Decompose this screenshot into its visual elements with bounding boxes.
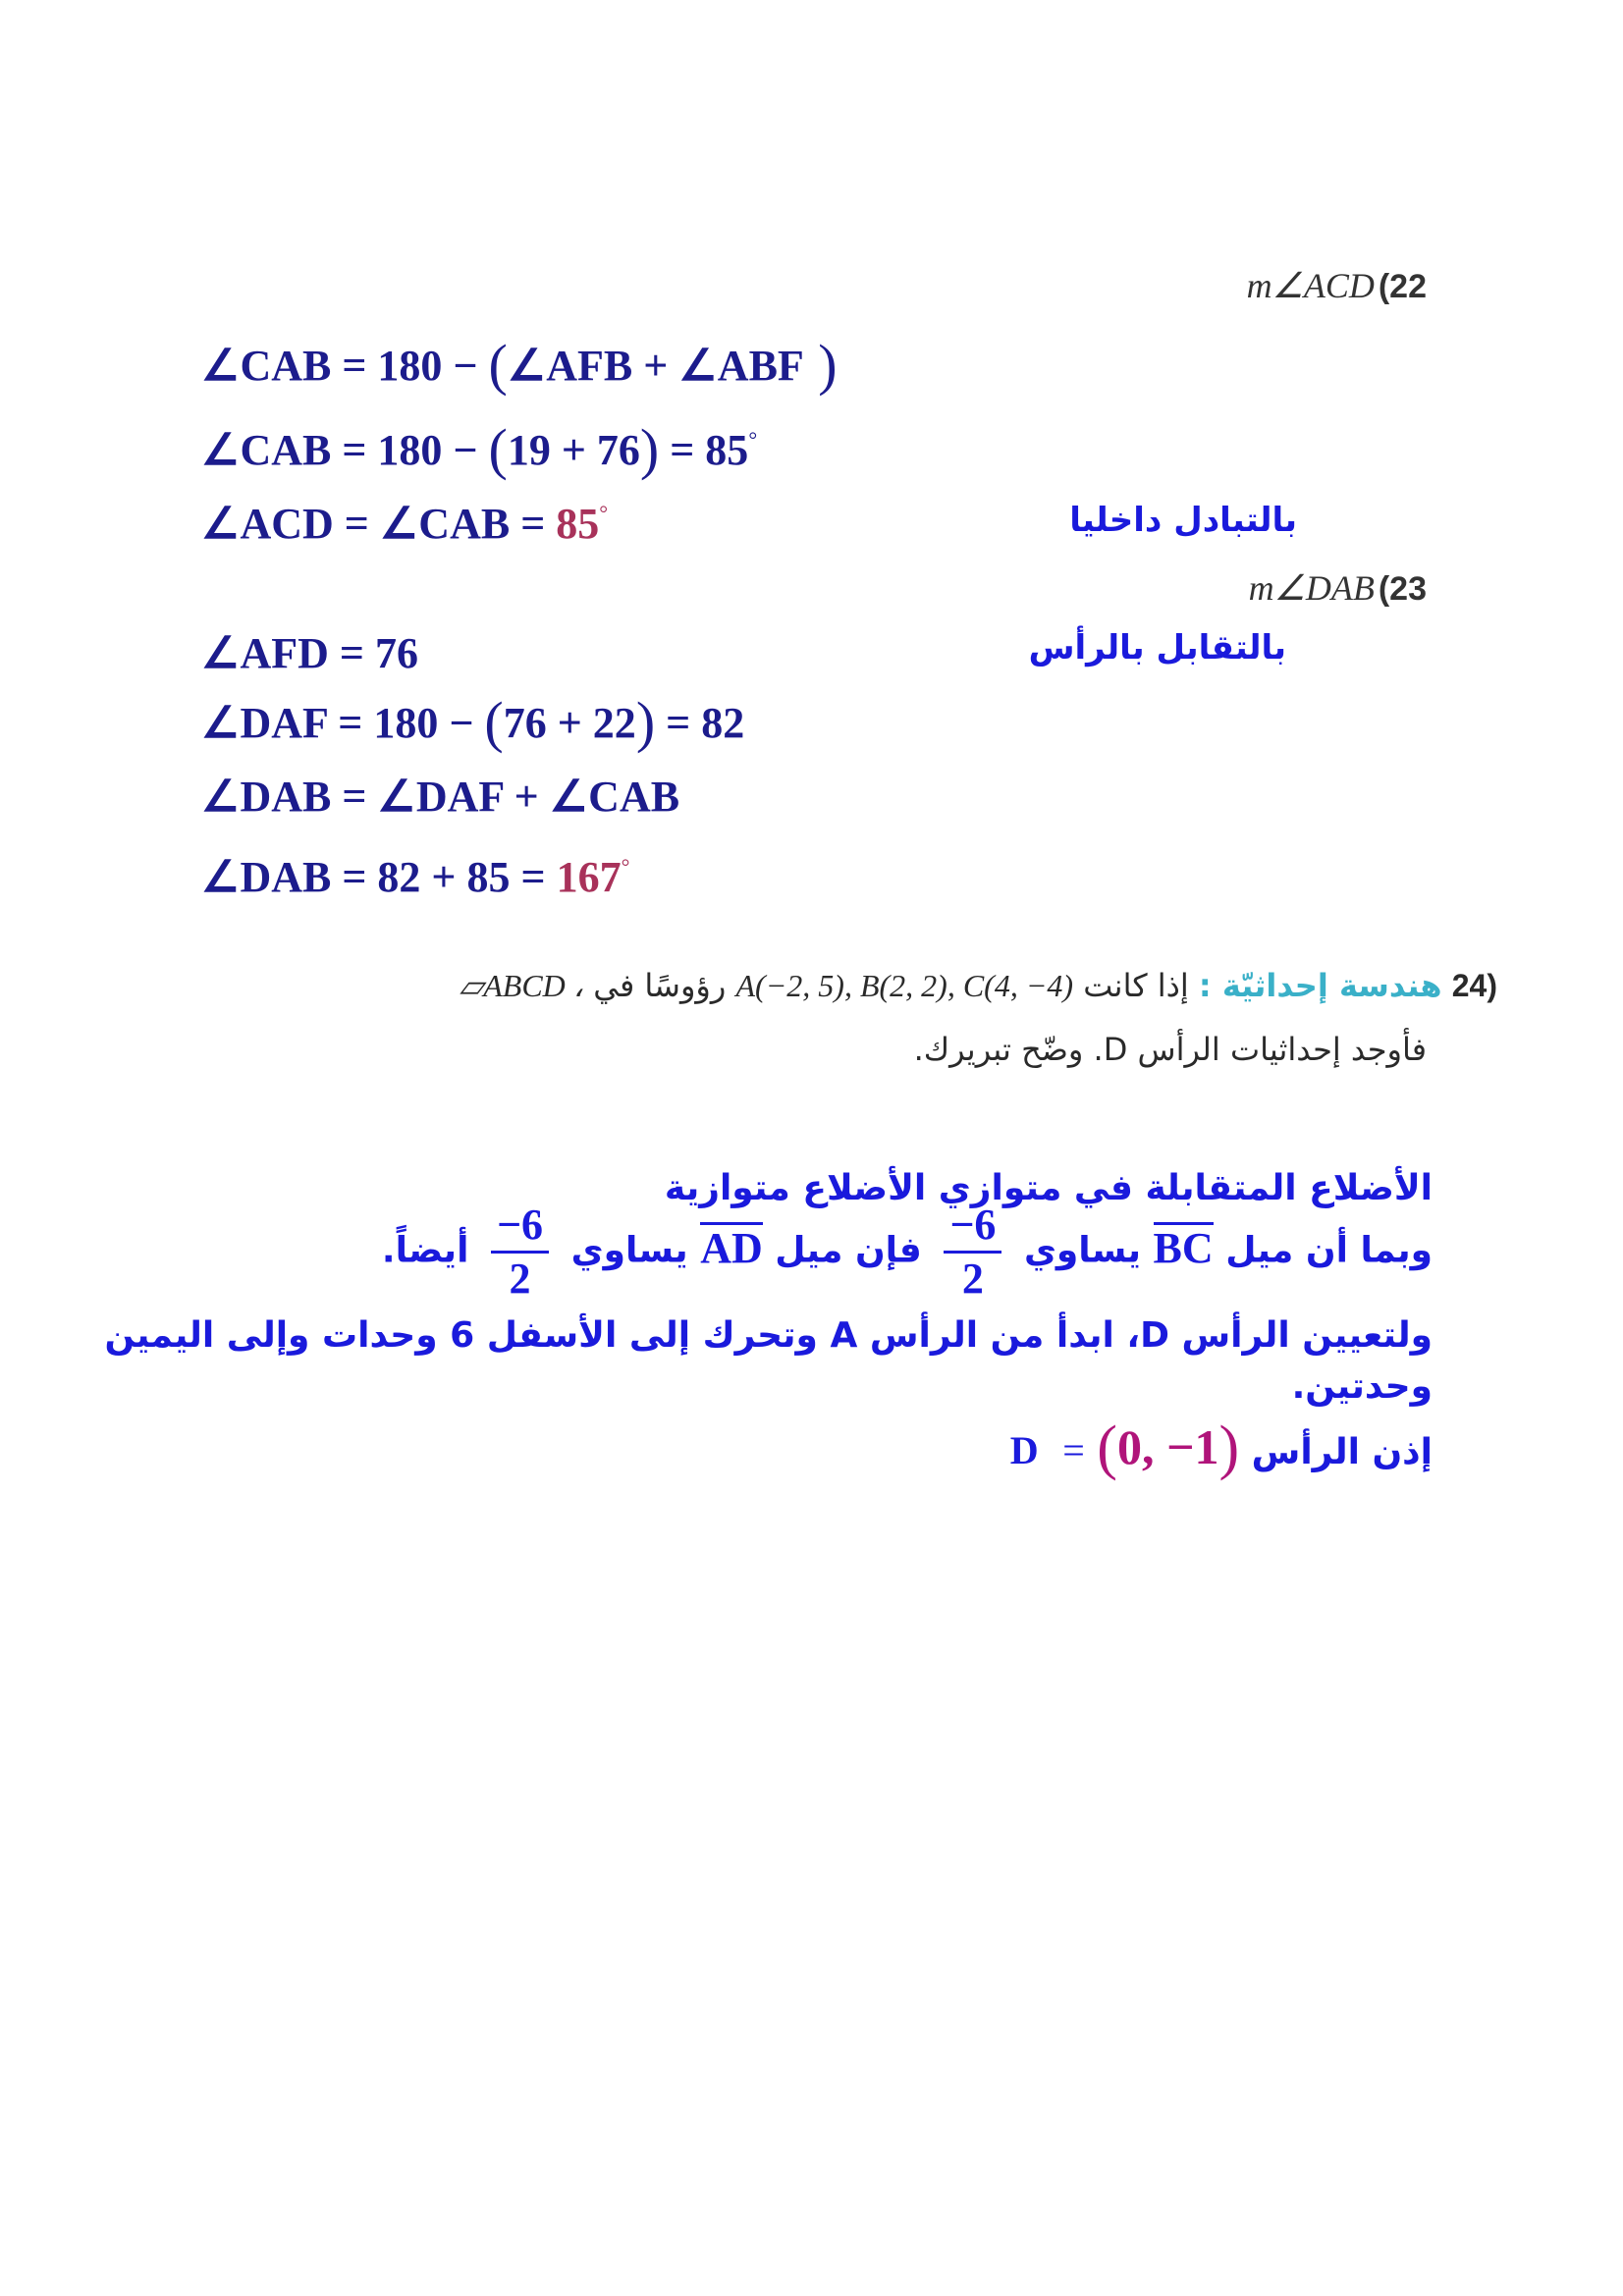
q22-l3-text: ∠ACD = ∠CAB = bbox=[201, 500, 557, 548]
q22-reason: بالتبادل داخليا bbox=[1069, 501, 1297, 540]
q22-l2-lhs: ∠CAB bbox=[201, 426, 332, 474]
q24-text-b: رؤوسًا في bbox=[593, 967, 727, 1004]
q24-answer-line-4: وحدتين. bbox=[1291, 1366, 1433, 1407]
q22-l2-mid: = 180 − bbox=[331, 426, 489, 474]
vertex-d-value: 0, −1 bbox=[1116, 1419, 1219, 1474]
paren-close: ) bbox=[803, 333, 838, 397]
q23-l2-inner: 76 + 22 bbox=[503, 699, 636, 747]
vertex-d-coordinates bbox=[1097, 1415, 1240, 1481]
q22-header bbox=[1247, 265, 1427, 306]
paren-open: ( bbox=[1097, 1415, 1117, 1481]
degree-mark: ° bbox=[621, 854, 630, 879]
q24-statement-line-1 bbox=[460, 967, 1497, 1004]
q24-a5-text: إذن الرأس bbox=[1251, 1432, 1433, 1472]
q24-a2-text-d: يساوي bbox=[570, 1230, 688, 1271]
fraction-numerator: −6 bbox=[944, 1200, 1001, 1254]
q22-line-1 bbox=[201, 332, 838, 398]
q23-l3-text: ∠DAB = ∠DAF + ∠CAB bbox=[201, 773, 680, 821]
q24-shape: ▱ABCD ، bbox=[459, 968, 584, 1003]
q22-number: (22 bbox=[1378, 268, 1427, 305]
q23-line-3 bbox=[201, 772, 679, 822]
q24-answer-line-5 bbox=[1010, 1414, 1433, 1483]
q24-answer-line-2 bbox=[382, 1200, 1433, 1305]
paren-open: ( bbox=[484, 690, 504, 754]
fraction-denominator: 2 bbox=[961, 1255, 984, 1303]
q22-l1-mid: = 180 − bbox=[331, 342, 489, 390]
paren-close: ) bbox=[639, 417, 660, 481]
q23-line-1 bbox=[201, 628, 418, 678]
fraction-numerator: −6 bbox=[491, 1200, 549, 1254]
q23-reason: بالتقابل بالرأس bbox=[1028, 628, 1286, 667]
segment-ad: AD bbox=[700, 1223, 763, 1272]
q23-result: 167 bbox=[556, 853, 622, 901]
fraction-slope-ad bbox=[491, 1200, 549, 1305]
q22-line-3 bbox=[201, 499, 608, 549]
q23-header bbox=[1249, 567, 1427, 609]
q22-label: m∠ACD bbox=[1246, 266, 1375, 305]
q23-label: m∠DAB bbox=[1248, 568, 1375, 608]
q23-number: (23 bbox=[1378, 570, 1427, 608]
q24-a2-text-e: أيضاً. bbox=[381, 1230, 469, 1271]
q24-text-a: إذا كانت bbox=[1083, 967, 1189, 1004]
fraction-slope-bc bbox=[944, 1200, 1001, 1305]
vertex-d: D bbox=[1009, 1428, 1039, 1472]
q22-result: 85 bbox=[556, 500, 600, 548]
equals-sign: = bbox=[1062, 1428, 1085, 1472]
q23-l2-mid: = 180 − bbox=[327, 699, 485, 747]
q24-a2-text-a: وبما أن ميل bbox=[1225, 1230, 1433, 1271]
q22-l1-inner: ∠AFB + ∠ABF bbox=[507, 342, 804, 390]
q23-l2-rest: = 82 bbox=[655, 699, 745, 747]
q24-number: (24 bbox=[1451, 968, 1497, 1003]
q22-l1-lhs: ∠CAB bbox=[201, 342, 332, 390]
q22-l2-inner: 19 + 76 bbox=[507, 426, 640, 474]
degree-mark: ° bbox=[748, 427, 758, 452]
degree-mark: ° bbox=[599, 501, 609, 525]
q24-topic: هندسة إحداثيّة : bbox=[1198, 967, 1442, 1004]
q24-a2-text-b: يساوي bbox=[1023, 1230, 1141, 1271]
q24-statement-line-2: فأوجد إحداثيات الرأس D. وضّح تبريرك. bbox=[913, 1031, 1427, 1068]
q23-line-2 bbox=[201, 689, 744, 755]
q23-l2-lhs: ∠DAF bbox=[201, 699, 328, 747]
q24-answer-line-1: الأضلاع المتقابلة في متوازي الأضلاع متوازية bbox=[664, 1168, 1433, 1208]
paren-open: ( bbox=[488, 333, 508, 397]
q24-answer-line-3: ولتعيين الرأس D، ابدأ من الرأس A وتحرك إلى الأسفل 6 وحدات وإلى اليمين bbox=[104, 1315, 1433, 1356]
q22-line-2 bbox=[201, 416, 757, 482]
paren-close: ) bbox=[1218, 1415, 1240, 1481]
q23-line-4 bbox=[201, 852, 629, 902]
q23-l4-text: ∠DAB = 82 + 85 = bbox=[201, 853, 557, 901]
q24-points: A(−2, 5), B(2, 2), C(4, −4) bbox=[735, 968, 1074, 1003]
paren-open: ( bbox=[488, 417, 508, 481]
paren-close: ) bbox=[635, 690, 656, 754]
q22-l2-rest: = 85 bbox=[659, 426, 749, 474]
q24-a2-text-c: فإن ميل bbox=[775, 1230, 922, 1271]
fraction-denominator: 2 bbox=[509, 1255, 531, 1303]
segment-bc: BC bbox=[1153, 1223, 1214, 1272]
q23-l1-text: ∠AFD = 76 bbox=[201, 629, 418, 677]
